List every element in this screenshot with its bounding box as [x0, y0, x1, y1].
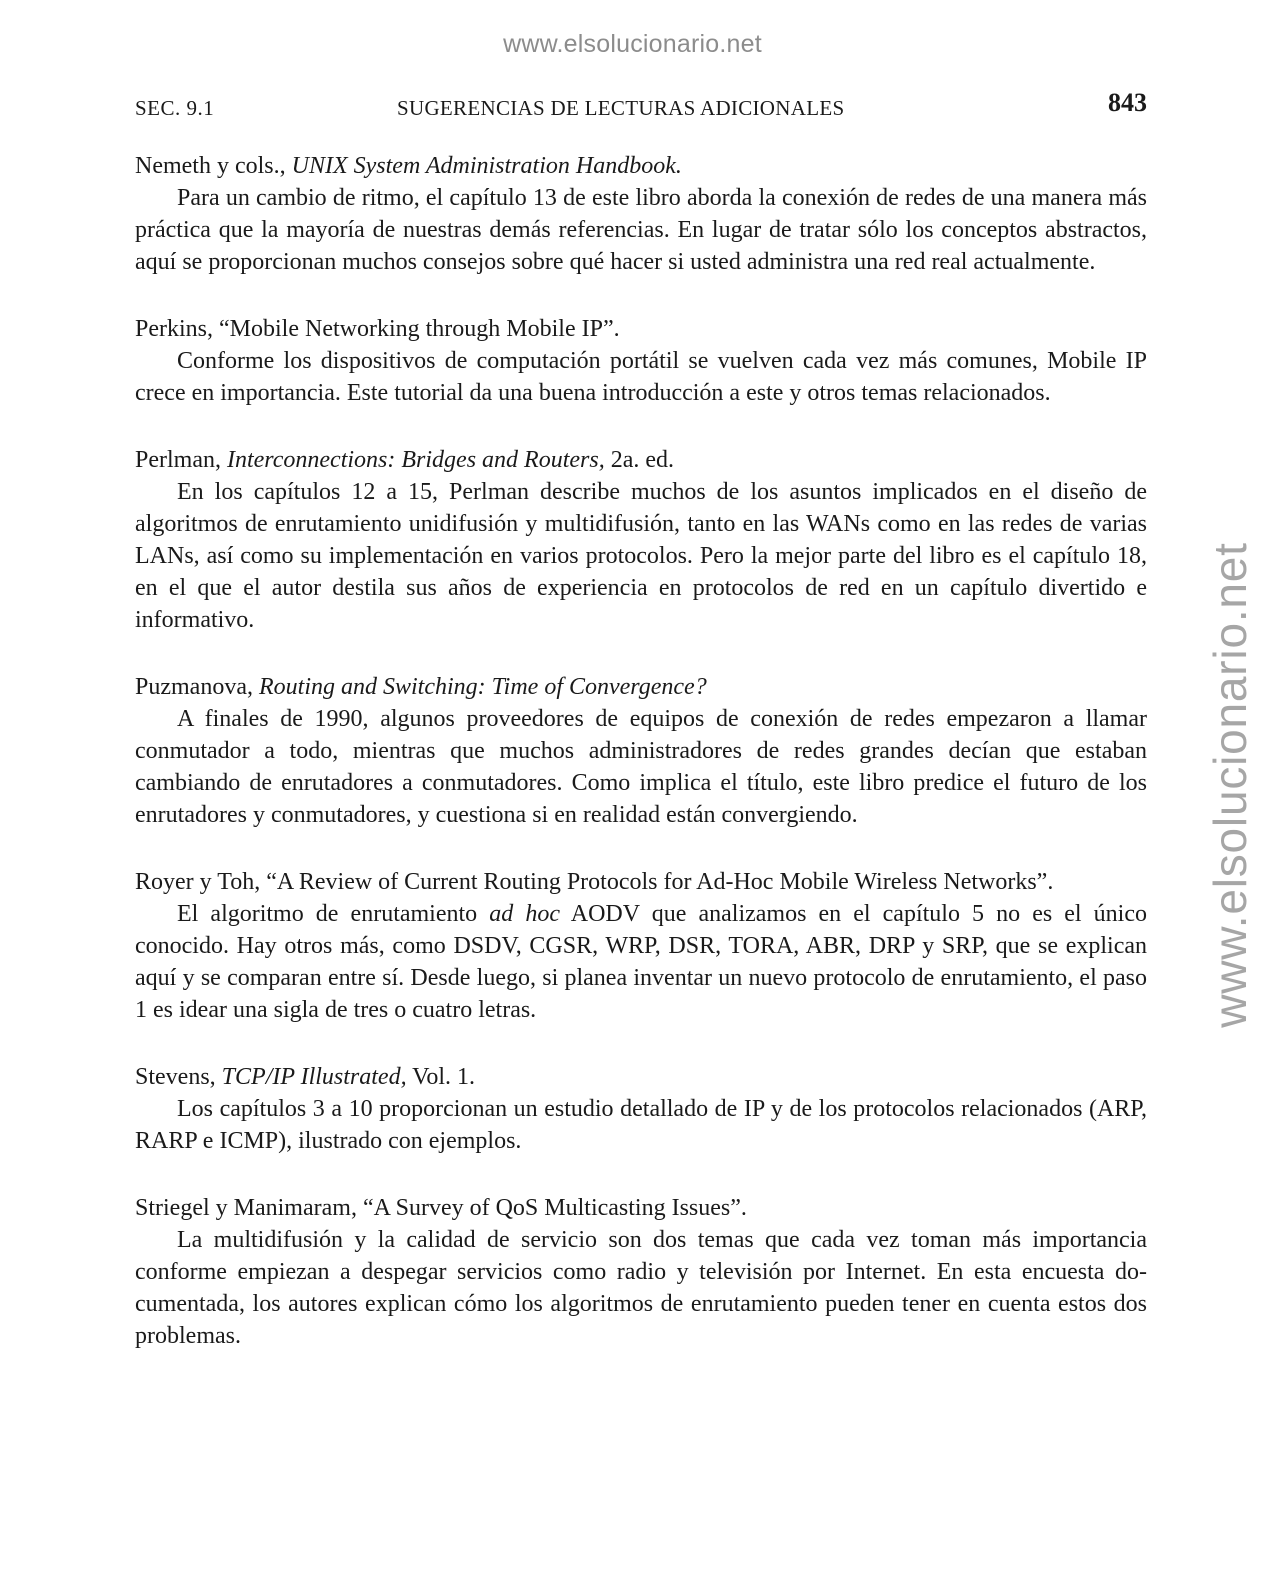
- reference-title: “A Review of Current Routing Protocols for Ad-Hoc Mobile Wireless Networks”.: [266, 869, 1054, 895]
- reference-author: Stevens: [135, 1064, 210, 1090]
- reference-title: “Mobile Networking through Mobile IP”.: [219, 316, 620, 342]
- reference-edition: 2a. ed.: [604, 447, 675, 473]
- reference-title: Interconnections: Bridges and Routers,: [226, 447, 605, 473]
- page-number: 843: [1108, 88, 1147, 117]
- italic-term: ad hoc: [489, 901, 560, 927]
- reference-citation: Nemeth y cols., UNIX System Administration Handbook.: [135, 153, 682, 179]
- reference-citation: Striegel y Manimaram, “A Survey of QoS Multicasting Issues”.: [135, 1195, 747, 1221]
- reference-author: Puzmanova: [135, 674, 247, 700]
- watermark-url-top: www.elsolucionario.net: [503, 30, 762, 58]
- running-title: SUGERENCIAS DE LECTURAS ADICIONALES: [397, 96, 845, 120]
- reference-description: En los capítulos 12 a 15, Perlman describe muchos de los asuntos implicados en el diseño de algoritmos de enrutamiento unidifusión y multidifusión, tanto en las WANs como en las redes de varias LANs, así como su implementación en varios protocolos. Pero la mejor parte del libro es el capítulo 18, en el que el autor destila sus años de experiencia en protocolos de red en un capítulo divertido e informativo.: [135, 479, 1147, 633]
- reference-title: TCP/IP Illustrated,: [221, 1064, 407, 1090]
- reference-title: UNIX System Administration Handbook.: [291, 153, 682, 179]
- reference-author: Perlman: [135, 447, 215, 473]
- reference-author: Perkins: [135, 316, 207, 342]
- reference-description: Para un cambio de ritmo, el capítulo 13 de este libro aborda la conexión de redes de una manera más práctica que la mayoría de nuestras demás referencias. En lugar de tratar sólo los conceptos abstractos, aquí se proporcionan muchos consejos sobre qué hacer si usted administra una red real actualmente.: [135, 185, 1147, 275]
- reference-description: El algoritmo de enrutamiento ad hoc AODV que analizamos en el capítulo 5 no es el único conocido. Hay otros más, como DSDV, CGSR, WRP, DSR, TORA, ABR, DRP y SRP, que se explican aquí y se comparan entre sí. Desde luego, si planea inventar un nuevo protocolo de enrutamiento, el paso 1 es idear una sigla de tres o cuatro letras.: [135, 901, 1148, 1023]
- reference-description: Los capítulos 3 a 10 proporcionan un estudio detallado de IP y de los protocolos relacionados (ARP, RARP e ICMP), ilustrado con ejemplos.: [135, 1096, 1147, 1154]
- reference-citation: Royer y Toh, “A Review of Current Routing Protocols for Ad-Hoc Mobile Wireless Networks”.: [135, 869, 1054, 895]
- reference-description: La multidifusión y la calidad de servicio son dos temas que cada vez toman más importancia conforme empiezan a despegar servicios como radio y televisión por Internet. En esta encuesta documentada, los autores explican cómo los algoritmos de enrutamiento pueden tener en cuenta estos dos problemas.: [135, 1227, 1147, 1349]
- reference-title: Routing and Switching: Time of Convergence?: [258, 674, 707, 700]
- reference-entry: [135, 150, 1147, 278]
- reference-entry: [135, 444, 1147, 636]
- watermark-url-side: www.elsolucionario.net: [1204, 542, 1256, 1028]
- reference-entry: [135, 866, 1147, 1026]
- reference-citation: Stevens, TCP/IP Illustrated, Vol. 1.: [135, 1064, 476, 1090]
- reference-entry: [135, 1061, 1147, 1157]
- running-head: [135, 88, 1147, 124]
- reference-author: Striegel y Manimaram: [135, 1195, 351, 1221]
- reading-list: [135, 150, 1147, 1387]
- reference-author: Royer y Toh: [135, 869, 255, 895]
- reference-citation: Puzmanova, Routing and Switching: Time of Convergence?: [135, 674, 707, 700]
- section-number: SEC. 9.1: [135, 96, 215, 120]
- reference-citation: Perlman, Interconnections: Bridges and Routers, 2a. ed.: [135, 447, 675, 473]
- reference-description: A finales de 1990, algunos proveedores de equipos de conexión de redes empezaron a llamar conmutador a todo, mientras que muchos administradores de redes grandes decían que estaban cambiando de enrutadores a conmutadores. Como implica el título, este libro predice el futuro de los enrutadores y conmutadores, y cuestiona si en realidad están convergiendo.: [135, 706, 1147, 828]
- reference-edition: Vol. 1.: [406, 1064, 476, 1090]
- reference-citation: Perkins, “Mobile Networking through Mobile IP”.: [135, 316, 620, 342]
- reference-entry: [135, 1192, 1147, 1352]
- reference-author: Nemeth y cols.: [135, 153, 280, 179]
- reference-description: Conforme los dispositivos de computación portátil se vuelven cada vez más comunes, Mobile IP crece en importancia. Este tutorial da una buena introducción a este y otros temas relacionados.: [135, 348, 1147, 406]
- reference-title: “A Survey of QoS Multicasting Issues”.: [362, 1195, 747, 1221]
- reference-entry: [135, 671, 1147, 831]
- reference-entry: [135, 313, 1147, 409]
